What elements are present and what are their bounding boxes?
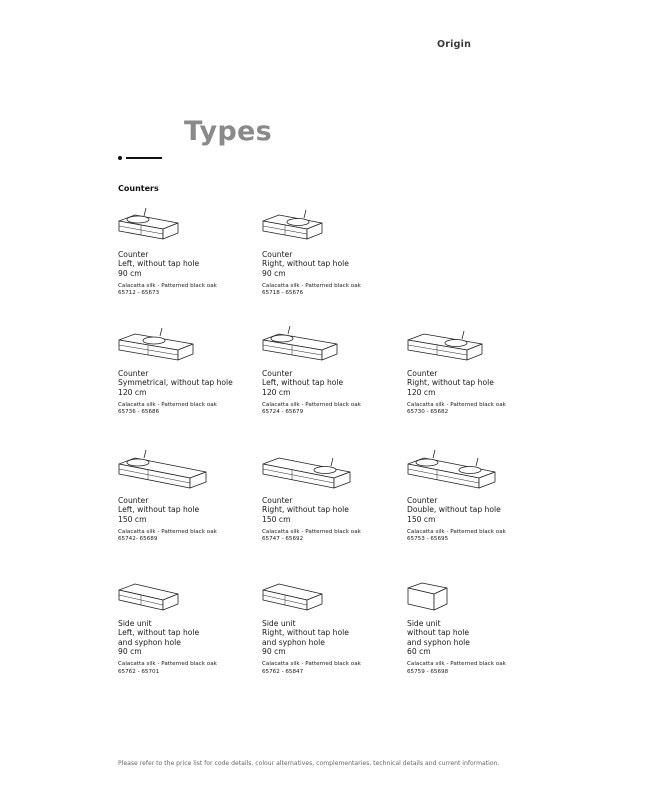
title-decoration-line [126,157,162,159]
product-finish: Calacatta silk - Patterned black oak [407,401,506,408]
product-codes: 65742- 65689 [118,536,158,543]
product-codes: 65759 - 65698 [407,668,449,675]
counter-120-basin-center-icon [118,326,196,366]
product-kind: Counter [118,496,149,505]
product-size: 60 cm [407,646,431,656]
product-variant-line2: and syphon hole [262,637,325,647]
counter-90-basin-right-icon [262,207,324,247]
product-finish: Calacatta silk - Patterned black oak [118,401,217,408]
side-unit-90-left-icon [118,582,180,616]
product-codes: 65762 - 65701 [118,668,160,675]
product-codes: 65736 - 65686 [118,409,160,416]
product-finish: Calacatta silk - Patterned black oak [118,282,217,289]
counter-150-basin-left-icon [118,450,210,496]
product-kind: Side unit [407,619,441,628]
product-finish: Calacatta silk - Patterned black oak [262,401,361,408]
product-variant: Double, without tap hole [407,505,501,515]
product-codes: 65724 - 65679 [262,409,304,416]
product-variant-line2: and syphon hole [407,637,470,647]
product-finish: Calacatta silk - Patterned black oak [262,282,361,289]
product-size: 120 cm [262,387,291,397]
product-card [118,326,258,417]
product-card [118,450,258,544]
product-finish: Calacatta silk - Patterned black oak [407,528,506,535]
product-variant: Left, without tap hole [118,259,200,269]
counter-120-basin-right-icon [407,326,485,366]
product-kind: Counter [118,250,149,259]
product-finish: Calacatta silk - Patterned black oak [262,661,361,668]
title-decoration-dot [118,156,122,160]
product-codes: 65718 - 65676 [262,290,304,297]
counter-120-basin-left-icon [262,326,340,366]
product-kind: Side unit [118,619,152,628]
footer-note: Please refer to the price list for code details, colour alternatives, complementaries, technical details and current information. [118,760,500,767]
product-kind: Counter [407,369,438,378]
product-card [262,582,402,676]
product-card [262,207,402,298]
product-codes: 65747 - 65692 [262,536,304,543]
product-size: 90 cm [262,646,286,656]
product-finish: Calacatta silk - Patterned black oak [118,661,217,668]
product-codes: 65753 - 65695 [407,536,449,543]
product-size: 90 cm [118,268,142,278]
product-kind: Counter [262,496,293,505]
counter-90-basin-left-icon [118,207,180,247]
product-kind: Counter [262,369,293,378]
side-unit-60-icon [407,582,451,616]
product-size: 90 cm [262,268,286,278]
product-card [407,582,547,676]
product-kind: Counter [407,496,438,505]
section-title: Counters [118,184,159,193]
product-variant: Left, without tap hole [118,628,200,638]
product-variant: Right, without tap hole [262,505,349,515]
product-size: 150 cm [407,514,436,524]
side-unit-90-right-icon [262,582,324,616]
product-finish: Calacatta silk - Patterned black oak [262,528,361,535]
counter-150-basin-right-icon [262,450,354,496]
product-kind: Side unit [262,619,296,628]
product-variant: Symmetrical, without tap hole [118,378,233,388]
product-variant: without tap hole [407,628,470,638]
product-variant: Right, without tap hole [262,259,349,269]
product-variant: Right, without tap hole [407,378,494,388]
counter-150-double-basin-icon [407,450,499,496]
product-variant-line2: and syphon hole [118,637,181,647]
product-size: 150 cm [262,514,291,524]
product-finish: Calacatta silk - Patterned black oak [407,661,506,668]
product-variant: Right, without tap hole [262,628,349,638]
product-card [262,450,402,544]
product-card [118,582,258,676]
product-codes: 65712 - 65673 [118,290,160,297]
product-finish: Calacatta silk - Patterned black oak [118,528,217,535]
product-kind: Counter [118,369,149,378]
page-title: Types [184,116,273,147]
product-size: 90 cm [118,646,142,656]
product-variant: Left, without tap hole [262,378,344,388]
product-card [262,326,402,417]
product-codes: 65730 - 65682 [407,409,449,416]
product-variant: Left, without tap hole [118,505,200,515]
product-size: 120 cm [407,387,436,397]
product-card [407,450,547,544]
brand-label: Origin [437,39,472,50]
product-size: 120 cm [118,387,147,397]
product-kind: Counter [262,250,293,259]
product-codes: 65762 - 65847 [262,668,304,675]
product-card [118,207,258,298]
product-size: 150 cm [118,514,147,524]
product-card [407,326,547,417]
